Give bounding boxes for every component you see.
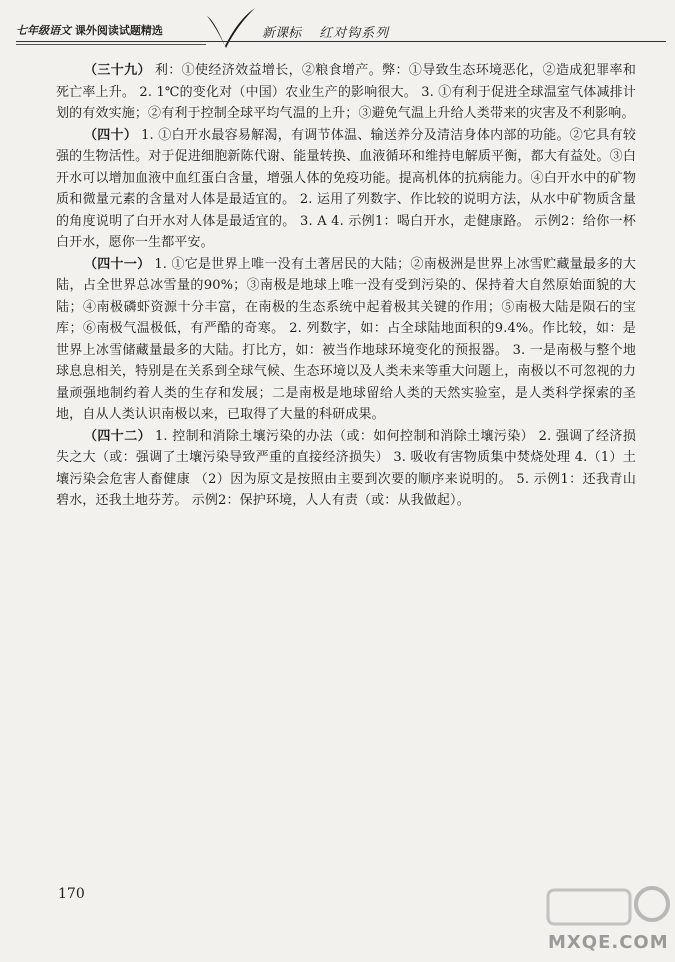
- answer-text: 1. 控制和消除土壤污染的办法（或：如何控制和消除土壤污染） 2. 强调了经济损失之大（或：强调了土壤污染导致严重的直接经济损失） 3. 吸收有害物质集中焚烧处理 4.（1）土壤污染会危害人畜健康 （2）因为原文是按照由主要到次要的顺序来说明的。 5. 示例1：还我青山碧水，还我土地芬芳。 示例2：保护环境，人人有责（或：从我做起）。: [56, 428, 636, 508]
- header-divider-thin: [16, 44, 206, 45]
- header-grade: 七年级语文: [16, 24, 71, 37]
- answer-entry-39: [56, 60, 636, 125]
- header-series: [262, 22, 389, 41]
- answer-number: （三十九）: [84, 63, 151, 78]
- check-mark-icon: [203, 6, 257, 50]
- answer-key: [56, 60, 636, 512]
- watermark-text: MXQE.COM: [548, 932, 669, 953]
- header-book: 课外阅读试题精选: [74, 24, 163, 37]
- header-series-name: 红对钩系列: [319, 26, 390, 41]
- answer-number: （四十）: [84, 127, 138, 143]
- answer-entry-42: [56, 426, 636, 512]
- answer-number: （四十二）: [84, 428, 152, 444]
- answer-entry-40: [56, 125, 636, 254]
- answer-text: 1. ①白开水最容易解渴，有调节体温、输送养分及清洁身体内部的功能。②它具有较强的生物活性。对于促进细胞新陈代谢、能量转换、血液循环和维持电解质平衡，都大有益处。③白开水可以增加血液中血红蛋白含量，增强人体的免疫功能。提高机体的抗病能力。④白开水中的矿物质和微量元素的含量对人体是最适宜的。 2. 运用了列数字、作比较的说明方法，从水中矿物质含量的角度说明了白开水对人体是最适宜的。 3. A 4. 示例1：喝白开水，走健康路。 示例2：给你一杯白开水，愿你一生都平安。: [56, 127, 636, 250]
- page-header: [0, 0, 675, 50]
- answer-text: 1. ①它是世界上唯一没有土著居民的大陆；②南极洲是世界上冰雪贮藏量最多的大陆，占全世界总冰雪量的90%；③南极是地球上唯一没有受到污染的、保持着大自然原始面貌的大陆；④南极磷虾资源十分丰富，在南极的生态系统中起着极其关键的作用；⑤南极大陆是陨石的宝库；⑥南极气温极低，有严酷的奇寒。 2. 列数字，如：占全球陆地面积的9.4%。作比较，如：是世界上冰雪储藏量最多的大陆。打比方，如：被当作地球环境变化的预报器。 3. 一是南极与整个地球息息相关，特别是在关系到全球气候、生态环境以及人类未来等重大问题上，南极以不可忽视的力量顽强地制约着人类的生存和发展；二是南极是地球留给人类的天然实验室，是人类科学探索的圣地，自从人类认识南极以来，已取得了大量的科研成果。: [56, 256, 636, 422]
- page-number: 170: [58, 886, 85, 902]
- answer-entry-41: [56, 254, 636, 426]
- answer-text: 利：①使经济效益增长，②粮食增产。弊：①导致生态环境恶化，②造成犯罪率和死亡率上升。 2. 1℃的变化对（中国）农业生产的影响很大。 3. ①有利于促进全球温室气体减排计划的有效实施；②有利于控制全球平均气温的上升；③避免气温上升给人类带来的灾害及不利影响。: [56, 63, 636, 121]
- header-divider: [16, 41, 666, 42]
- header-book-title: [16, 22, 163, 38]
- header-tag: 新课标: [262, 26, 302, 41]
- answer-number: （四十一）: [84, 256, 151, 272]
